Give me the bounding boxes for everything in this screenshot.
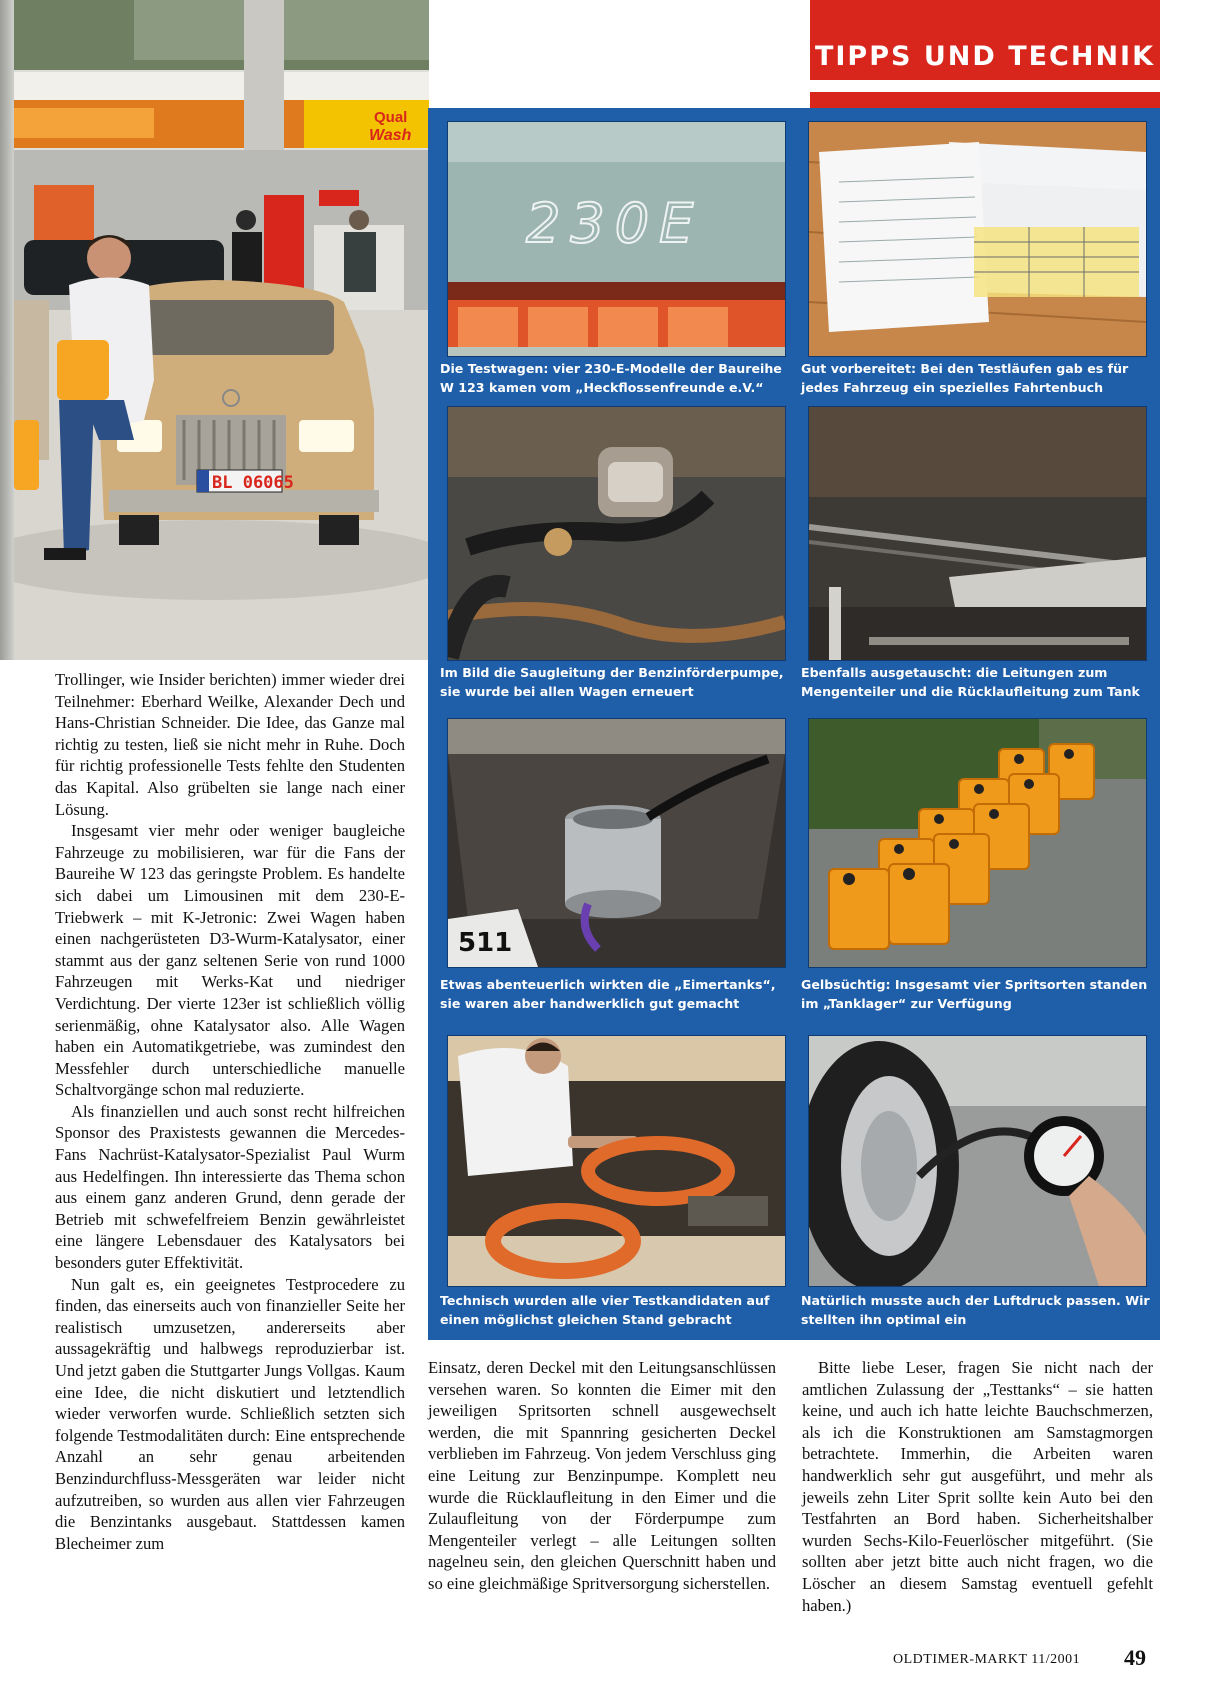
hero-illustration — [14, 0, 429, 660]
paragraph: Als finanziellen und auch sonst recht hilfreichen Sponsor des Praxistests gewannen die Mercedes-Fans Nachrüst-Katalysator-Spezialist Paul Wurm aus Hedelfingen. Ihn interessierte das Thema schon aus einem ganz anderen Grund, denn gerade der Betrieb mit schwefelfreiem Benzin gewährleistet eine längere Lebensdauer des Katalysators bei besonders guter Effektivität. — [55, 1101, 405, 1273]
caption-7: Technisch wurden alle vier Testkandidaten auf einen möglichst gleichen Stand gebracht — [440, 1293, 770, 1327]
caption-3: Im Bild die Saugleitung der Benzinförderpumpe, sie wurde bei allen Wagen erneuert — [440, 665, 784, 699]
caption-1: Die Testwagen: vier 230-E-Modelle der Baureihe W 123 kamen vom „Heckflossenfreunde e.V.“ — [440, 361, 782, 395]
photo-panel — [428, 108, 1160, 1340]
article-column-3 — [802, 1357, 1153, 1616]
photo-logbooks — [808, 121, 1147, 357]
caption-4: Ebenfalls ausgetauscht: die Leitungen zum Mengenteiler und die Rücklaufleitung zum Tank — [801, 665, 1140, 699]
section-title: TIPPS UND TECHNIK — [814, 41, 1156, 72]
caption-2: Gut vorbereitet: Bei den Testläufen gab es für jedes Fahrzeug ein spezielles Fahrtenbuch — [801, 361, 1129, 395]
caption-6: Gelbsüchtig: Insgesamt vier Spritsorten standen im „Tanklager“ zur Verfügung — [801, 977, 1148, 1011]
photo-bucket-tank — [447, 718, 786, 968]
plate-fragment: 511 — [458, 928, 513, 958]
hero-photo — [14, 0, 429, 660]
photo-230e-badge — [447, 121, 786, 357]
sign-qual-text: Qual — [374, 109, 408, 126]
magazine-issue: OLDTIMER-MARKT 11/2001 — [893, 1652, 1081, 1667]
badge-230e-text: 230E — [526, 192, 704, 255]
paragraph: Trollinger, wie Insider berichten) immer wieder drei Teilnehmer: Eberhard Weilke, Alexander Dech und Hans-Christian Schneider. Die Idee, das Ganze mal richtig zu testen, ließ sie nicht mehr in Ruhe. Doch für richtig professionelle Tests fehlte den Studenten das Kapital. Also grübelten sie lange nach einer Lösung. — [55, 670, 405, 819]
license-plate: BL 06065 — [212, 473, 294, 493]
photo-tire-pressure — [808, 1035, 1147, 1287]
photo-engine-bay — [447, 1035, 786, 1287]
photo-suction-line — [447, 406, 786, 661]
paragraph: Insgesamt vier mehr oder weniger baugleiche Fahrzeuge zu mobilisieren, war für die Fans der Baureihe W 123 das geringste Problem. Es handelte sich dabei um Limousinen mit dem 230-E-Triebwerk – mit K-Jetronic: Zwei Wagen haben einen nachgerüsteten D3-Wurm-Katalysator, einer stammt aus der ganz seltenen Serie von rund 1000 Fahrzeugen mit Werks-Kat und niedriger Verdichtung. Der vierte 123er ist schließlich völlig serienmäßig, ohne Katalysator also. Alle Wagen haben ein Automatikgetriebe, was zumindest den Messfehler durch unterschiedliche manuelle Schaltvorgänge schon mal reduzierte. — [55, 821, 405, 1100]
caption-8: Natürlich musste auch der Luftdruck passen. Wir stellten ihn optimal ein — [801, 1293, 1150, 1327]
page-number: 49 — [1124, 1645, 1146, 1670]
photo-return-lines — [808, 406, 1147, 661]
section-banner — [810, 0, 1160, 80]
paragraph: Bitte liebe Leser, fragen Sie nicht nach der amtlichen Zulassung der „Testtanks“ – sie hatten keine, und auch ich hatte leichte Bauchschmerzen, als ich die Konstruktionen am Samstagmorgen betrachtete. Immerhin, die Arbeiten waren handwerklich sehr gut ausgeführt, und mehr als jeweils zehn Liter Sprit sollte kein Auto bei den Testfahrten an Bord haben. Sicherheitshalber wurden Sechs-Kilo-Feuerlöscher mitgeführt. (Sie sollten aber jetzt bitte auch nicht fragen, wo die Löscher an diesem Samstag eventuell gefehlt haben.) — [802, 1358, 1153, 1615]
photo-fuel-canisters — [808, 718, 1147, 968]
page-edge-shadow — [0, 0, 14, 660]
article-column-2 — [428, 1357, 776, 1595]
banner-stripe — [810, 92, 1160, 108]
sign-wash-text: Wash — [369, 127, 412, 144]
caption-5: Etwas abenteuerlich wirkten die „Eimertanks“, sie waren aber handwerklich gut gemacht — [440, 977, 776, 1011]
paragraph: Einsatz, deren Deckel mit den Leitungsanschlüssen versehen waren. So konnten die Eimer mit den jeweiligen Spritsorten schnell ausgewechselt werden, die mit Spannring gesicherten Deckel verblieben im Fahrzeug. Von jedem Verschluss ging eine Leitung zur Benzinpumpe. Komplett neu wurde die Rücklaufleitung in den Eimer und die Zulaufleitung von der Förderpumpe zum Mengenteiler verlegt – alle Leitungen sollten nagelneu sein, den gleichen Querschnitt haben und so eine gleichmäßige Spritversorgung sicherstellen. — [428, 1358, 776, 1593]
article-column-1 — [55, 669, 405, 1554]
paragraph: Nun galt es, ein geeignetes Testprocedere zu finden, das einerseits auch von finanzieller Seite her realistisch umzusetzen, andererseits aber aussagekräftig und halbwegs reproduzierbar ist. Und jetzt gaben die Stuttgarter Jungs Vollgas. Kaum eine Idee, die nicht diskutiert und letztendlich wieder verworfen wurde. Schließlich setzten sich folgende Testmodalitäten durch: Eine entsprechende Anzahl an sehr genau arbeitenden Benzindurchfluss-Messgeräten war leider nicht aufzutreiben, so wurden aus allen vier Fahrzeugen die Benzintanks ausgebaut. Stattdessen kamen Blecheimer zum — [55, 1274, 405, 1553]
